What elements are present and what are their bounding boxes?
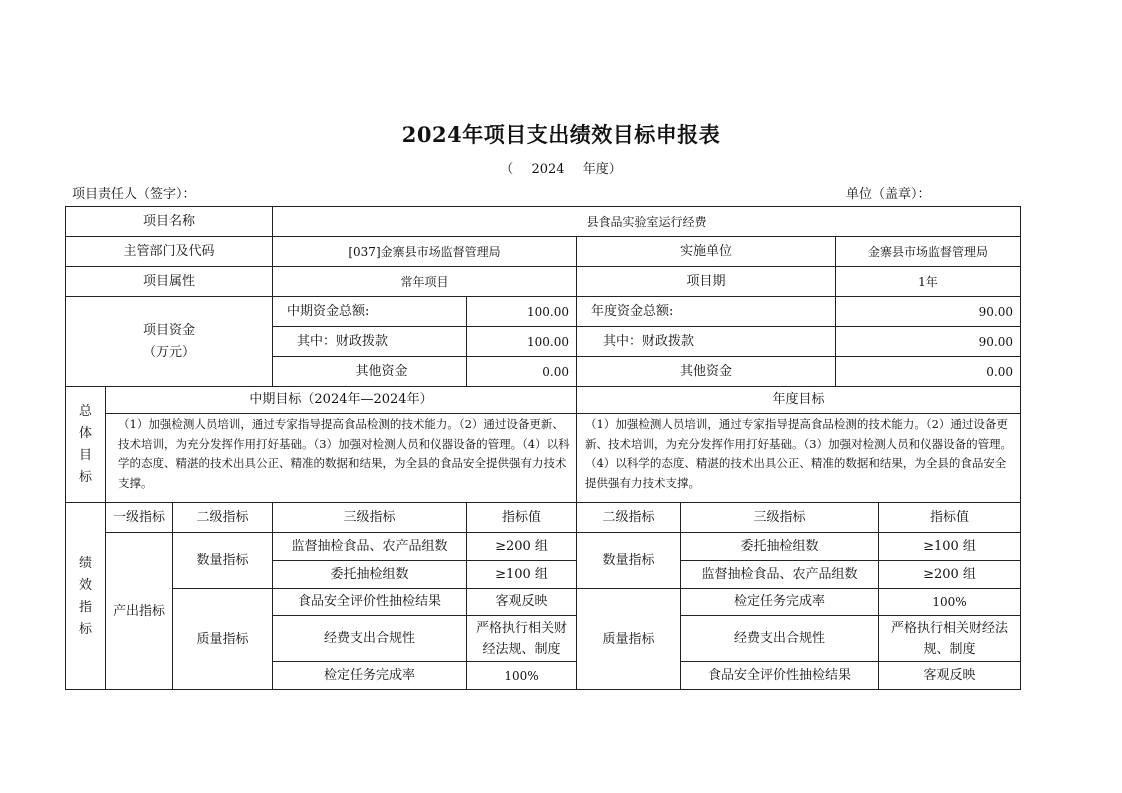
table-row-value: 客观反映 (495, 594, 548, 609)
table-row-name: 检定任务完成率 (733, 594, 825, 609)
department-value: [037]金寨县市场监督管理局 (348, 244, 501, 259)
side-char: 绩 (78, 555, 92, 571)
side-char: 体 (78, 425, 92, 441)
level3-header-right: 三级指标 (753, 509, 806, 525)
mid-fiscal-label: 其中：财政拨款 (297, 333, 389, 349)
mid-other-label: 其他资金 (355, 363, 408, 379)
mid-goal-header: 中期目标（2024年—2024年） (249, 392, 433, 407)
year-goal-header: 年度目标 (772, 392, 825, 407)
overall-goals-side-label (66, 387, 105, 502)
table-row-name: 经费支出合规性 (733, 630, 825, 646)
table-row-name: 食品安全评价性抽检结果 (297, 594, 441, 609)
mid-other-value: 0.00 (542, 364, 569, 379)
side-char: 标 (78, 469, 92, 485)
value-line: 严格执行相关财 (475, 620, 567, 636)
mid-total-label: 中期资金总额: (287, 303, 370, 319)
implementing-unit-value: 金寨县市场监督管理局 (867, 244, 988, 259)
value-line: 经法规、制度 (482, 641, 561, 657)
year-other-value: 0.00 (986, 364, 1013, 379)
project-period-label: 项目期 (686, 273, 726, 289)
level2-header-right: 二级指标 (602, 509, 655, 525)
project-attribute-value: 常年项目 (400, 274, 449, 289)
project-name-value: 县食品实验室运行经费 (586, 214, 707, 229)
department-label: 主管部门及代码 (123, 243, 215, 259)
level3-header: 三级指标 (343, 509, 396, 525)
value-header-right: 指标值 (929, 509, 969, 525)
quality-indicator-label-right: 质量指标 (602, 631, 655, 647)
project-funds-label-line1: 项目资金 (142, 322, 195, 338)
implementing-unit-label: 实施单位 (679, 243, 732, 259)
table-row-name: 食品安全评价性抽检结果 (707, 668, 851, 683)
project-period-value: 1年 (918, 274, 938, 289)
year-open: （ (500, 162, 514, 177)
year-goal-text: （1）加强检测人员培训，通过专家指导提高食品检测的技术能力。（2）通过设备更新、技术培训，为充分发挥作用打好基础。（3）加强对检测人员和仪器设备的管理。（4）以科学的态度、精湛的技术出具公正、精准的数据和结果，为全县的食品安全提供强有力技术支撑。 (585, 417, 1013, 490)
year-total-label: 年度资金总额: (591, 303, 674, 319)
project-funds-label (66, 297, 272, 386)
table-row-value: ≥100 组 (923, 538, 976, 554)
side-char: 总 (78, 403, 92, 419)
side-char: 目 (78, 447, 92, 463)
table-row-name: 检定任务完成率 (323, 668, 415, 683)
year-fiscal-label: 其中：财政拨款 (603, 333, 695, 349)
quantity-indicator-label: 数量指标 (196, 552, 249, 568)
side-char: 标 (78, 621, 92, 637)
quality-indicator-label: 质量指标 (196, 631, 249, 647)
year-other-label: 其他资金 (679, 363, 732, 379)
year-close: 年度） (582, 162, 622, 177)
year-total-value: 90.00 (978, 304, 1013, 319)
mid-fiscal-value: 100.00 (527, 334, 569, 349)
project-name-label: 项目名称 (142, 213, 195, 229)
unit-seal-label: 单位（盖章）： (846, 187, 931, 202)
side-char: 效 (78, 577, 92, 593)
table-row-value: ≥200 组 (923, 566, 976, 582)
mid-goal-text: （1）加强检测人员培训，通过专家指导提高食品检测的技术能力。（2）通过设备更新、技术培训，为充分发挥作用打好基础。（3）加强对检测人员和仪器设备的管理。（4）以科学的态度、精湛的技术出具公正、精准的数据和结果，为全县的食品安全提供强有力技术支撑。 (118, 417, 570, 490)
project-attribute-label: 项目属性 (142, 273, 195, 289)
table-row-value: 100% (932, 595, 967, 609)
table-row-name: 监督抽检食品、农产品组数 (291, 538, 448, 554)
level1-header: 一级指标 (112, 509, 165, 525)
mid-total-value: 100.00 (527, 304, 569, 319)
side-char: 指 (78, 599, 92, 615)
table-row-value: 100% (504, 669, 539, 683)
table-row-value: ≥200 组 (495, 538, 548, 554)
value-line: 规、制度 (923, 641, 976, 657)
table-row-value: ≥100 组 (495, 566, 548, 582)
value-header: 指标值 (501, 509, 541, 525)
year-value: 2024 (531, 162, 565, 177)
table-row-name: 监督抽检食品、农产品组数 (701, 566, 858, 582)
value-line: 严格执行相关财经法 (890, 620, 1008, 636)
table-row-value (467, 616, 576, 661)
project-funds-label-line2: （万元） (142, 344, 195, 360)
table-row-value: 客观反映 (923, 668, 976, 683)
page-title: 2024年项目支出绩效目标申报表 (401, 122, 721, 147)
indicators-side-label (66, 503, 105, 690)
table-row-name: 经费支出合规性 (323, 630, 415, 646)
table-row-name: 委托抽检组数 (330, 566, 409, 582)
output-indicator-label: 产出指标 (112, 603, 165, 619)
quantity-indicator-label-right: 数量指标 (602, 552, 655, 568)
table-row-name: 委托抽检组数 (740, 538, 819, 554)
year-fiscal-value: 90.00 (978, 334, 1013, 349)
responsible-person-label: 项目责任人（签字）： (72, 187, 196, 202)
table-row-value (879, 616, 1020, 661)
level2-header: 二级指标 (196, 509, 249, 525)
